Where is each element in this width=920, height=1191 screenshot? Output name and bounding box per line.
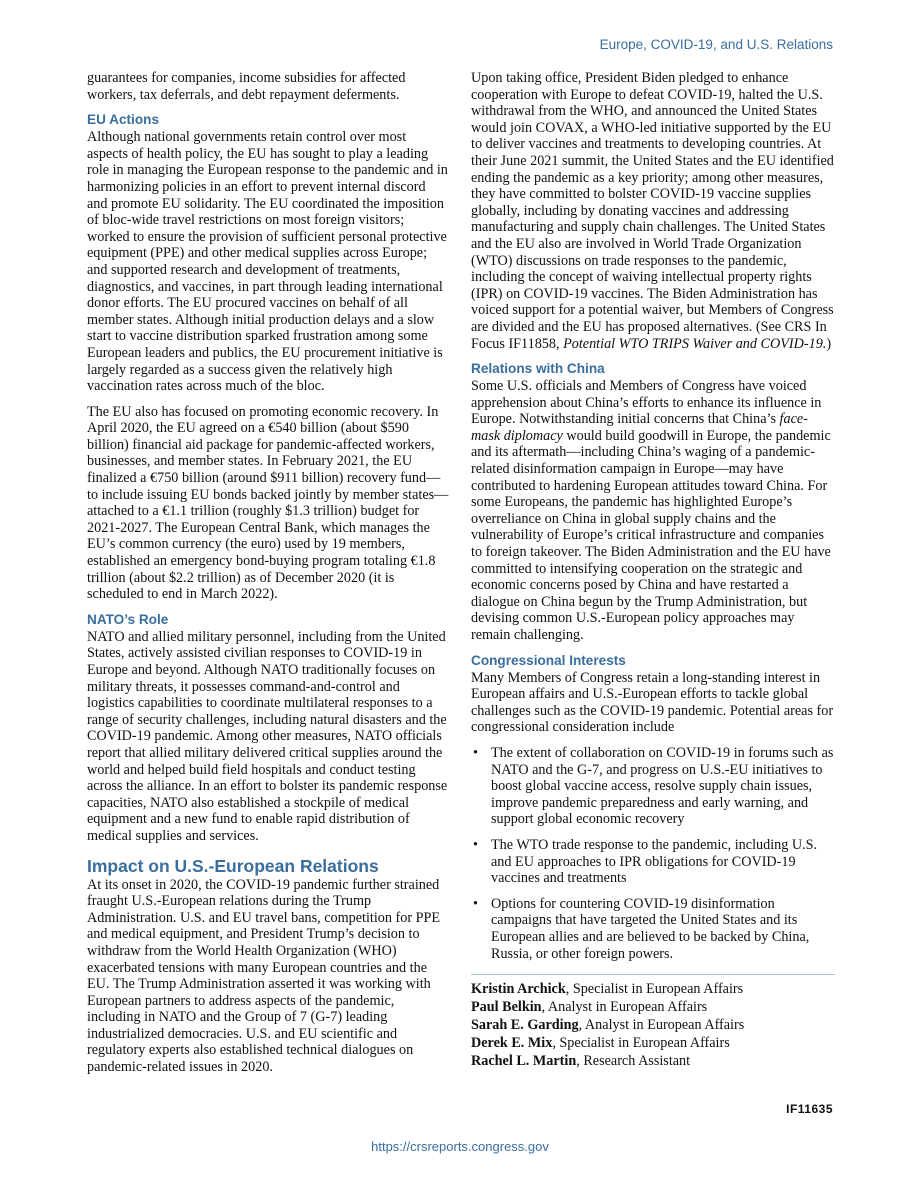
paragraph-biden-cooperation — [471, 70, 835, 352]
bullet-icon: • — [473, 836, 478, 853]
biden-text-end: ) — [826, 335, 832, 352]
china-italic-term: face-mask diplomacy — [471, 411, 808, 444]
left-column — [87, 70, 449, 1085]
author-line — [471, 1052, 835, 1070]
heading-eu-actions: EU Actions — [87, 112, 160, 128]
list-item-text: Options for countering COVID-19 disinformation campaigns that have targeted the United States and its European allies and are believed to be backed by China, Russia, or other foreign powers. — [491, 895, 810, 962]
author-line — [471, 980, 835, 998]
congress-considerations-list — [471, 745, 835, 962]
report-id: IF11635 — [786, 1102, 833, 1116]
author-title: , Research Assistant — [576, 1053, 691, 1070]
author-line — [471, 1016, 835, 1034]
biden-text: Upon taking office, President Biden pledged to enhance cooperation with Europe to defeat COVID-19, halted the U.S. withdrawal from the WHO, and announced the United States would join COVAX, a WHO-led initiative supported by the EU to deliver vaccines and treatments to developing countries. At their June 2021 summit, the United States and the EU identified ending the pandemic as a key priority; among other measures, they have committed to bolster COVID-19 vaccine supplies globally, including by donating vaccines and addressing manufacturing and supply chain challenges. The United States and the EU also are involved in World Trade Organization (WTO) discussions on trade responses to the pandemic, including the concept of waiving intellectual property rights (IPR) on COVID-19 vaccines. The Biden Administration has voiced support for a potential waiver, but Members of Congress are divided and the EU has proposed alternatives. (See CRS In Focus IF11858, — [471, 70, 834, 352]
author-name: Kristin Archick — [471, 981, 566, 998]
running-header: Europe, COVID-19, and U.S. Relations — [599, 37, 833, 52]
paragraph-eu-economic-recovery: The EU also has focused on promoting economic recovery. In April 2020, the EU agreed on a €540 billion (about $590 billion) financial aid package for pandemic-affected workers, businesses, and member states. In February 2021, the EU finalized a €750 billion (around $911 billion) recovery fund—to include issuing EU bonds backed jointly by member states—attached to a €1.1 trillion (roughly $1.3 trillion) budget for 2021-2027. The European Central Bank, which manages the EU’s common currency (the euro) used by 19 members, established an emergency bond-buying program totaling €1.8 trillion (about $2.2 trillion) as of December 2020 (it is scheduled to end in March 2022). — [87, 403, 449, 603]
author-title: , Specialist in European Affairs — [565, 981, 744, 998]
author-name: Paul Belkin — [471, 999, 542, 1016]
bullet-icon: • — [473, 744, 478, 761]
paragraph-continued: guarantees for companies, income subsidies for affected workers, tax deferrals, and debt repayment deferments. — [87, 70, 406, 103]
author-name: Derek E. Mix — [471, 1035, 553, 1052]
bullet-icon: • — [473, 895, 478, 912]
list-item-text: The WTO trade response to the pandemic, including U.S. and EU approaches to IPR obligations for COVID-19 vaccines and treatments — [491, 836, 818, 887]
report-title-link-text: Potential WTO TRIPS Waiver and COVID-19. — [563, 335, 827, 352]
author-name: Sarah E. Garding — [471, 1017, 579, 1034]
heading-congressional-interests: Congressional Interests — [471, 652, 626, 668]
heading-impact-us-european-relations: Impact on U.S.-European Relations — [87, 855, 379, 876]
heading-nato-role: NATO’s Role — [87, 611, 169, 627]
author-divider — [471, 974, 835, 975]
author-line — [471, 998, 835, 1016]
list-item — [471, 837, 835, 887]
author-name: Rachel L. Martin — [471, 1053, 577, 1070]
paragraph-china — [471, 378, 835, 644]
footer-url[interactable]: https://crsreports.congress.gov — [371, 1139, 549, 1154]
china-text-b: would build goodwill in Europe, the pandemic and its aftermath—including China’s waging of a pandemic-related disinformation campaign in Europe—may have contributed to hardening European attitudes toward China. For some Europeans, the pandemic has highlighted Europe’s overreliance on China in global supply chains and the vulnerability of Europe’s critical infrastructure and companies to foreign takeover. The Biden Administration and the EU have committed to intensifying cooperation on the strategic and economic concerns posed by China and have restarted a dialogue on China begun by the Trump Administration, but devising common U.S.-European policy approaches may remain challenging. — [471, 427, 831, 643]
right-column — [471, 70, 835, 1070]
list-item — [471, 745, 835, 828]
paragraph-eu-health-role: Although national governments retain control over most aspects of health policy, the EU has sought to play a leading role in managing the European response to the pandemic and in harmonizing policies in an effort to prevent internal discord and promote EU solidarity. The EU coordinated the imposition of bloc-wide travel restrictions on most foreign visitors; worked to ensure the provision of sufficient personal protective equipment (PPE) and other medical supplies across Europe; and supported research and development of treatments, diagnostics, and vaccines, in part through leading international donor efforts. The EU procured vaccines on behalf of all member states. Although initial production delays and a slow start to vaccine distribution sparked frustration among some European leaders and publics, the EU procurement initiative is largely regarded as a success given the relatively high vaccination rates across much of the bloc. — [87, 129, 448, 395]
paragraph-congress: Many Members of Congress retain a long-standing interest in European affairs and U.S.-European efforts to tackle global challenges such as the COVID-19 pandemic. Potential areas for congressional consideration include — [471, 669, 834, 736]
author-title: , Analyst in European Affairs — [541, 999, 708, 1016]
author-title: , Specialist in European Affairs — [552, 1035, 730, 1052]
list-item-text: The extent of collaboration on COVID-19 in forums such as NATO and the G-7, and progress on U.S.-EU initiatives to boost global vaccine access, resolve supply chain issues, improve pandemic preparedness and early warning, and support global economic recovery — [491, 744, 834, 828]
paragraph-impact: At its onset in 2020, the COVID-19 pandemic further strained fraught U.S.-European relations during the Trump Administration. U.S. and EU travel bans, competition for PPE and medical equipment, and President Trump’s decision to withdraw from the World Health Organization (WHO) exacerbated tensions with many European countries and the EU. The Trump Administration asserted it was working with European partners to address aspects of the pandemic, including in NATO and the Group of 7 (G-7) leading industrialized democracies. U.S. and EU scientific and regulatory experts also established technical dialogues on pandemic-related issues in 2020. — [87, 876, 441, 1076]
author-title: , Analyst in European Affairs — [578, 1017, 745, 1034]
heading-relations-with-china: Relations with China — [471, 361, 605, 377]
list-item — [471, 896, 835, 962]
paragraph-nato: NATO and allied military personnel, including from the United States, actively assisted civilian responses to COVID-19 in Europe and beyond. Although NATO traditionally focuses on military threats, it possesses command-and-control and logistics capabilities to coordinate multilateral responses to a range of security challenges, including natural disasters and the COVID-19 pandemic. Among other measures, NATO officials report that allied military delivered critical supplies around the world and helped build field hospitals and conduct testing across the alliance. In an effort to bolster its pandemic response capacities, NATO also established a stockpile of medical equipment and a new fund to enable rapid distribution of medical supplies and services. — [87, 628, 448, 844]
china-text-a: Some U.S. officials and Members of Congress have voiced apprehension about China’s efforts to enhance its influence in Europe. Notwithstanding initial concerns that China’s — [471, 378, 822, 428]
author-line — [471, 1034, 835, 1052]
